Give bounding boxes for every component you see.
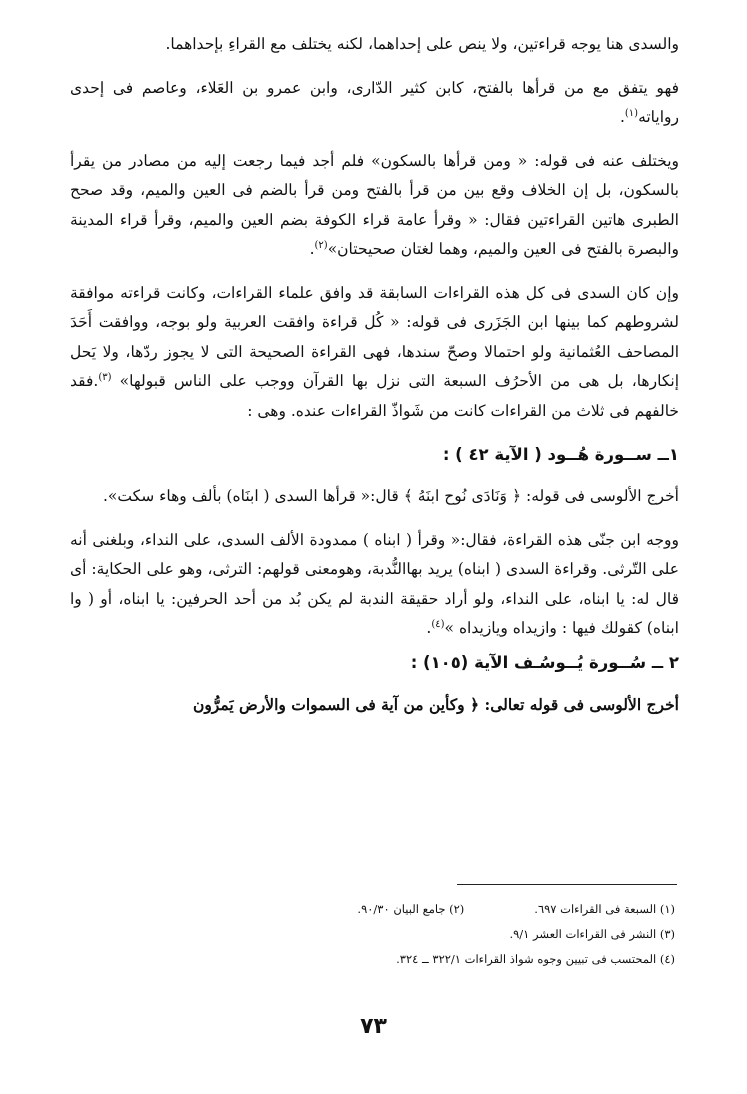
paragraph-2	[70, 74, 679, 133]
footnote-1: (١) السبعة فى القراءات ٦٩٧.	[534, 902, 675, 916]
page-body	[70, 30, 679, 733]
paragraph-3-text: ويختلف عنه فى قوله: « ومن قرأها بالسكون» فلم أجد فيما رجعت إليه من مصادر من يقرأ بالسكون، بل إن الخلاف وقع بين من قرأ بالفتح ومن قرأ بالضم فى العين والميم، وقد صحح الطبرى هاتين القراءتين فقال: « وقرأ عامة قراء الكوفة بضم العين والميم، وقرأ قراء المدينة والبصرة بالفتح فى العين والميم، وهما لغتان صحيحتان»	[70, 151, 679, 258]
paragraph-5	[70, 482, 679, 512]
paragraph-6-end: .	[426, 619, 432, 637]
footnote-3: (٣) النشر فى القراءات العشر ٩/١.	[509, 927, 675, 941]
paragraph-1	[70, 30, 679, 60]
paragraph-3-end: .	[309, 240, 315, 258]
footnote-ref-2[interactable]: (٢)	[314, 239, 328, 251]
footnote-row-3	[235, 947, 675, 972]
footnote-ref-4[interactable]: (٤)	[431, 618, 445, 630]
paragraph-6	[70, 526, 679, 644]
paragraph-3	[70, 147, 679, 265]
footnote-ref-1[interactable]: (١)	[624, 107, 639, 119]
footnote-row-1	[235, 897, 675, 922]
footnote-ref-3[interactable]: (٣)	[98, 371, 112, 383]
paragraph-5-text: أخرج الألوسى فى قوله: ﴿ وَنَادَى نُوح ابنَهُ ﴾ قال:« قرأها السدى ( ابنَاه) بألف وهاء سكت».	[103, 487, 679, 505]
footnote-4: (٤) المحتسب فى تبيين وجوه شواذ القراءات ٣٢٢/١ ــ ٣٢٤.	[396, 952, 675, 966]
section-heading-hud: ١ــ ســورة هُــود ( الآية ٤٢ ) :	[442, 445, 679, 464]
paragraph-2-text: فهو يتفق مع من قرأها بالفتح، كابن كثير الدّارى، وابن عمرو بن العَلاء، وعاصم فى إحدى رواياته	[70, 78, 679, 126]
page-number: ٧٣	[360, 1014, 387, 1039]
footnote-divider	[457, 884, 677, 885]
footnotes	[235, 897, 675, 972]
paragraph-7	[70, 690, 679, 720]
paragraph-2-end: .	[619, 108, 625, 126]
footnote-row-2	[235, 922, 675, 947]
section-heading-yusuf: ٢ ــ سُــورة يُــوسُـف الآية (١٠٥) :	[410, 652, 679, 672]
paragraph-4	[70, 279, 679, 427]
paragraph-4-end: .فقد خالفهم فى ثلاث من القراءات كانت من شَواذّ القراءات عنده. وهى :	[70, 372, 679, 420]
paragraph-7-text: أخرج الألوسى فى قوله تعالى: ﴿ وكأين من آية فى السموات والأرض يَمرُّون	[192, 694, 679, 714]
footnote-2: (٢) جامع البيان ٩٠/٣٠.	[357, 902, 465, 916]
paragraph-1-text: والسدى هنا يوجه قراءتين، ولا ينص على إحداهما، لكنه يختلف مع القراءِ بإحداهما.	[165, 35, 679, 53]
paragraph-6-text: ووجه ابن جنّى هذه القراءة، فقال:« وقرأ ( ابناه ) ممدودة الألف السدى، على النداء، وبلغنى أنه على التّرثى. وقراءة السدى ( ابناه) يريد بهاالنُّدبة، وهومعنى قولهم: الترثى، وهو على الحكاية: أى قال له: يا ابناه، على النداء، ولو أراد حقيقة الندبة لم يكن بُد من أحد الحرفين: يا ابناه، أو ( وا ابناه) كقولك فيها : وازيداه ويازيداه »	[70, 530, 679, 637]
paragraph-4-text: وإن كان السدى فى كل هذه القراءات السابقة قد وافق علماء القراءات، وكانت قراءته موافقة لشروطهم كما بينها ابن الجَزَرى فى قوله: « كُل قراءة وافقت العربية ولو بوجه، ووافقت أَحَدَ المصاحف العُثمانية ولو احتمالا وصحّ سندها، فهى القراءة الصحيحة التى لا يجوز ردّها، ولا يَحل إنكارها، بل هى من الأحرُف السبعة التى نزل بها القرآن ووجب على الناس قبولها»	[70, 283, 679, 390]
